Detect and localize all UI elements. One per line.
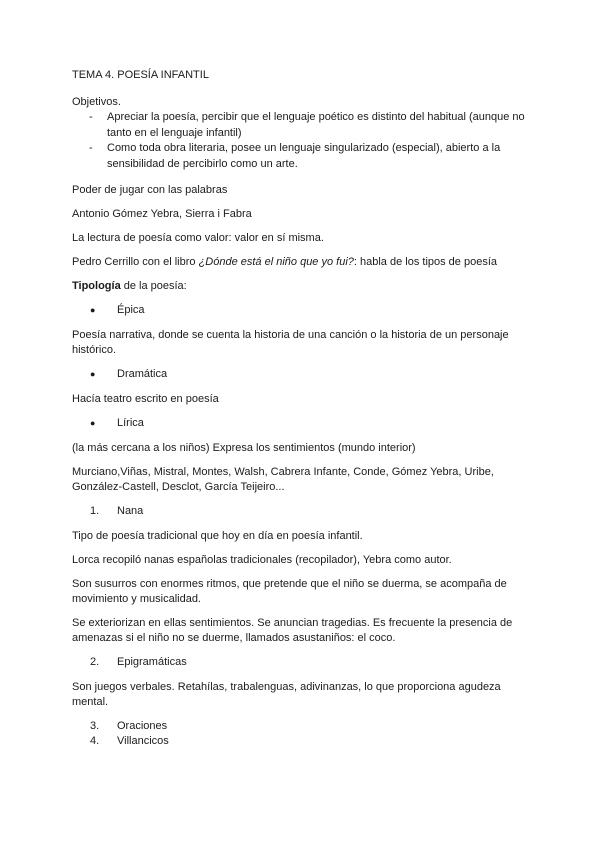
objetivo-item [72, 141, 528, 172]
numbered-item-villancicos [72, 734, 528, 749]
paragraph-epica: Poesía narrativa, donde se cuenta la historia de una canción o la historia de un personaje histórico. [72, 329, 509, 356]
paragraph-nana-2: Lorca recopiló nanas españolas tradicionales (recopilador), Yebra como autor. [72, 554, 452, 566]
document-page [72, 68, 528, 749]
numbered-label: Villancicos [117, 735, 169, 747]
tipologia-heading [72, 279, 528, 294]
paragraph-nana-4: Se exteriorizan en ellas sentimientos. Se anuncian tragedias. Es frecuente la presencia de amenazas si el niño no se duerme, llamados asustaniños: el coco. [72, 617, 513, 644]
numbered-item-nana [72, 504, 528, 519]
bullet-label: Épica [117, 304, 145, 316]
bullet-icon: ● [90, 418, 96, 428]
numbered-label: Epigramáticas [117, 656, 187, 668]
numbered-item-epigramaticas [72, 655, 528, 670]
list-number: 2. [90, 656, 100, 668]
dash-marker: - [89, 142, 93, 154]
objetivos-list [72, 110, 528, 172]
paragraph-autores-lirica: Murciano,Viñas, Mistral, Montes, Walsh, Cabrera Infante, Conde, Gómez Yebra, Uribe, González-Castell, Desclot, García Teijeiro... [72, 466, 494, 493]
bullet-item-dramatica [72, 367, 528, 382]
bullet-item-lirica [72, 416, 528, 431]
paragraph-epigramaticas: Son juegos verbales. Retahílas, trabalenguas, adivinanzas, lo que proporciona agudeza mental. [72, 681, 501, 708]
paragraph-dramatica: Hacía teatro escrito en poesía [72, 393, 219, 405]
dash-marker: - [89, 111, 93, 123]
paragraph-autores: Antonio Gómez Yebra, Sierra i Fabra [72, 208, 252, 220]
paragraph-cerrillo [72, 255, 528, 270]
list-number: 1. [90, 505, 100, 517]
cerrillo-before: Pedro Cerrillo con el libro [72, 256, 199, 268]
numbered-label: Nana [117, 505, 144, 517]
objetivos-label: Objetivos. [72, 96, 121, 108]
objetivo-text: Como toda obra literaria, posee un lenguaje singularizado (especial), abierto a la sensibilidad de percibirlo como un arte. [107, 142, 501, 170]
list-number: 3. [90, 720, 100, 732]
list-number: 4. [90, 735, 100, 747]
objetivo-item [72, 110, 528, 141]
paragraph-lirica: (la más cercana a los niños) Expresa los sentimientos (mundo interior) [72, 442, 416, 454]
paragraph-nana-1: Tipo de poesía tradicional que hoy en día en poesía infantil. [72, 530, 363, 542]
cerrillo-after: : habla de los tipos de poesía [353, 256, 497, 268]
paragraph-lectura: La lectura de poesía como valor: valor en sí misma. [72, 232, 324, 244]
document-title: TEMA 4. POESÍA INFANTIL [72, 69, 209, 81]
bullet-icon: ● [90, 369, 96, 379]
bullet-icon: ● [90, 305, 96, 315]
tipologia-rest: de la poesía: [120, 280, 187, 292]
bullet-item-epica [72, 303, 528, 318]
paragraph-jugar: Poder de jugar con las palabras [72, 184, 228, 196]
bullet-label: Lírica [117, 417, 144, 429]
numbered-item-oraciones [72, 719, 528, 734]
bullet-label: Dramática [117, 368, 168, 380]
numbered-label: Oraciones [117, 720, 168, 732]
book-title: ¿Dónde está el niño que yo fui? [198, 256, 354, 268]
paragraph-nana-3: Son susurros con enormes ritmos, que pretende que el niño se duerma, se acompaña de movimiento y musicalidad. [72, 578, 507, 605]
objetivo-text: Apreciar la poesía, percibir que el lenguaje poético es distinto del habitual (aunque no tanto en el lenguaje infantil) [107, 111, 525, 139]
tipologia-bold: Tipología [72, 280, 121, 292]
